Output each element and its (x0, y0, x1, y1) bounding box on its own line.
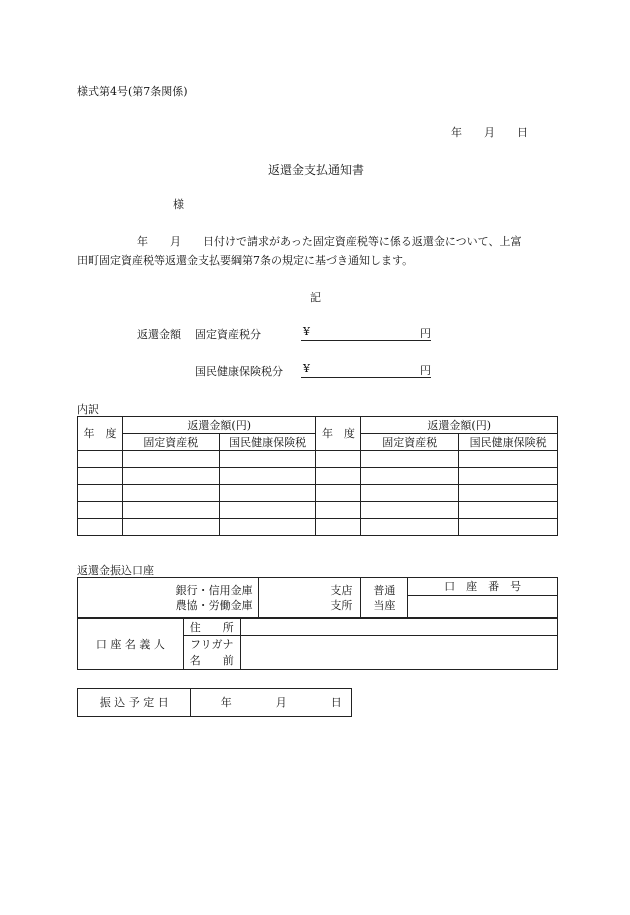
table-row (78, 502, 558, 519)
amount-header-right: 返還金額(円) (361, 417, 558, 434)
table-cell[interactable] (361, 451, 459, 468)
branch-name-field[interactable] (258, 578, 361, 618)
transfer-date-table (77, 688, 352, 717)
account-number-field[interactable] (408, 596, 558, 618)
table-cell[interactable] (316, 502, 361, 519)
document-title: 返還金支払通知書 (268, 163, 365, 177)
table-row (78, 468, 558, 485)
col-property-right: 固定資産税 (361, 434, 459, 451)
property-tax-amount-field[interactable] (301, 325, 431, 341)
name-label: 名 前 (183, 653, 240, 670)
col-health-right: 国民健康保険税 (459, 434, 558, 451)
account-number-header: 口 座 番 号 (408, 578, 558, 596)
table-cell[interactable] (361, 502, 459, 519)
breakdown-table (77, 416, 558, 536)
yen-unit: 円 (420, 364, 431, 377)
bank-type-line-1: 銀行・信用金庫 (175, 583, 253, 597)
table-cell[interactable] (122, 502, 219, 519)
table-cell[interactable] (78, 502, 123, 519)
table-cell[interactable] (316, 451, 361, 468)
ki-mark: 記 (310, 291, 321, 304)
table-cell[interactable] (78, 519, 123, 536)
address-label: 住 所 (183, 619, 240, 636)
branch-type-line-1: 支店 (330, 583, 353, 597)
table-cell[interactable] (459, 451, 558, 468)
yen-sign: ¥ (303, 325, 310, 338)
health-tax-label: 国民健康保険税分 (195, 365, 283, 378)
amount-header-left: 返還金額(円) (122, 417, 316, 434)
body-line-2: 田町固定資産税等返還金支払要綱第7条の規定に基づき通知します。 (77, 254, 414, 267)
furigana-label: フリガナ (183, 636, 240, 653)
col-property-left: 固定資産税 (122, 434, 219, 451)
year-header-right: 年 度 (316, 417, 361, 451)
table-cell[interactable] (316, 468, 361, 485)
account-type-line-1: 普通 (373, 583, 396, 597)
account-holder-label: 口 座 名 義 人 (78, 619, 184, 670)
addressee-suffix: 様 (173, 198, 184, 211)
branch-type-line-2: 支所 (330, 598, 353, 612)
table-cell[interactable] (78, 468, 123, 485)
table-cell[interactable] (122, 468, 219, 485)
table-cell[interactable] (361, 468, 459, 485)
table-cell[interactable] (219, 502, 316, 519)
table-cell[interactable] (459, 502, 558, 519)
body-line-1: 年 月 日付けで請求があった固定資産税等に係る返還金について、上富 (137, 235, 522, 248)
table-cell[interactable] (219, 468, 316, 485)
table-cell[interactable] (459, 468, 558, 485)
breakdown-caption: 内訳 (77, 403, 99, 416)
yen-sign: ¥ (303, 362, 310, 375)
table-cell[interactable] (219, 519, 316, 536)
table-cell[interactable] (122, 451, 219, 468)
table-cell[interactable] (219, 485, 316, 502)
table-cell[interactable] (78, 451, 123, 468)
issue-date: 年 月 日 (451, 126, 528, 139)
table-row (78, 451, 558, 468)
table-cell[interactable] (316, 485, 361, 502)
table-cell[interactable] (316, 519, 361, 536)
health-tax-amount-field[interactable] (301, 362, 431, 378)
form-number: 様式第4号(第7条関係) (77, 85, 188, 98)
bank-name-field[interactable] (78, 578, 259, 618)
name-field[interactable] (240, 636, 557, 670)
account-holder-table (77, 618, 558, 670)
transfer-date-field[interactable]: 年 月 日 (191, 689, 352, 717)
yen-unit: 円 (420, 327, 431, 340)
table-row (78, 519, 558, 536)
year-header-left: 年 度 (78, 417, 123, 451)
table-cell[interactable] (219, 451, 316, 468)
table-cell[interactable] (459, 519, 558, 536)
table-row (78, 485, 558, 502)
table-cell[interactable] (122, 485, 219, 502)
col-health-left: 国民健康保険税 (219, 434, 316, 451)
table-cell[interactable] (361, 485, 459, 502)
account-type-line-2: 当座 (373, 598, 396, 612)
bank-account-table (77, 577, 558, 618)
account-type-field[interactable] (361, 578, 408, 618)
table-cell[interactable] (78, 485, 123, 502)
table-cell[interactable] (361, 519, 459, 536)
address-field[interactable] (240, 619, 557, 636)
amount-label: 返還金額 (137, 328, 181, 341)
account-caption: 返還金振込口座 (77, 564, 154, 577)
property-tax-label: 固定資産税分 (195, 328, 261, 341)
table-cell[interactable] (122, 519, 219, 536)
table-cell[interactable] (459, 485, 558, 502)
transfer-date-label: 振 込 予 定 日 (78, 689, 191, 717)
bank-type-line-2: 農協・労働金庫 (175, 598, 253, 612)
